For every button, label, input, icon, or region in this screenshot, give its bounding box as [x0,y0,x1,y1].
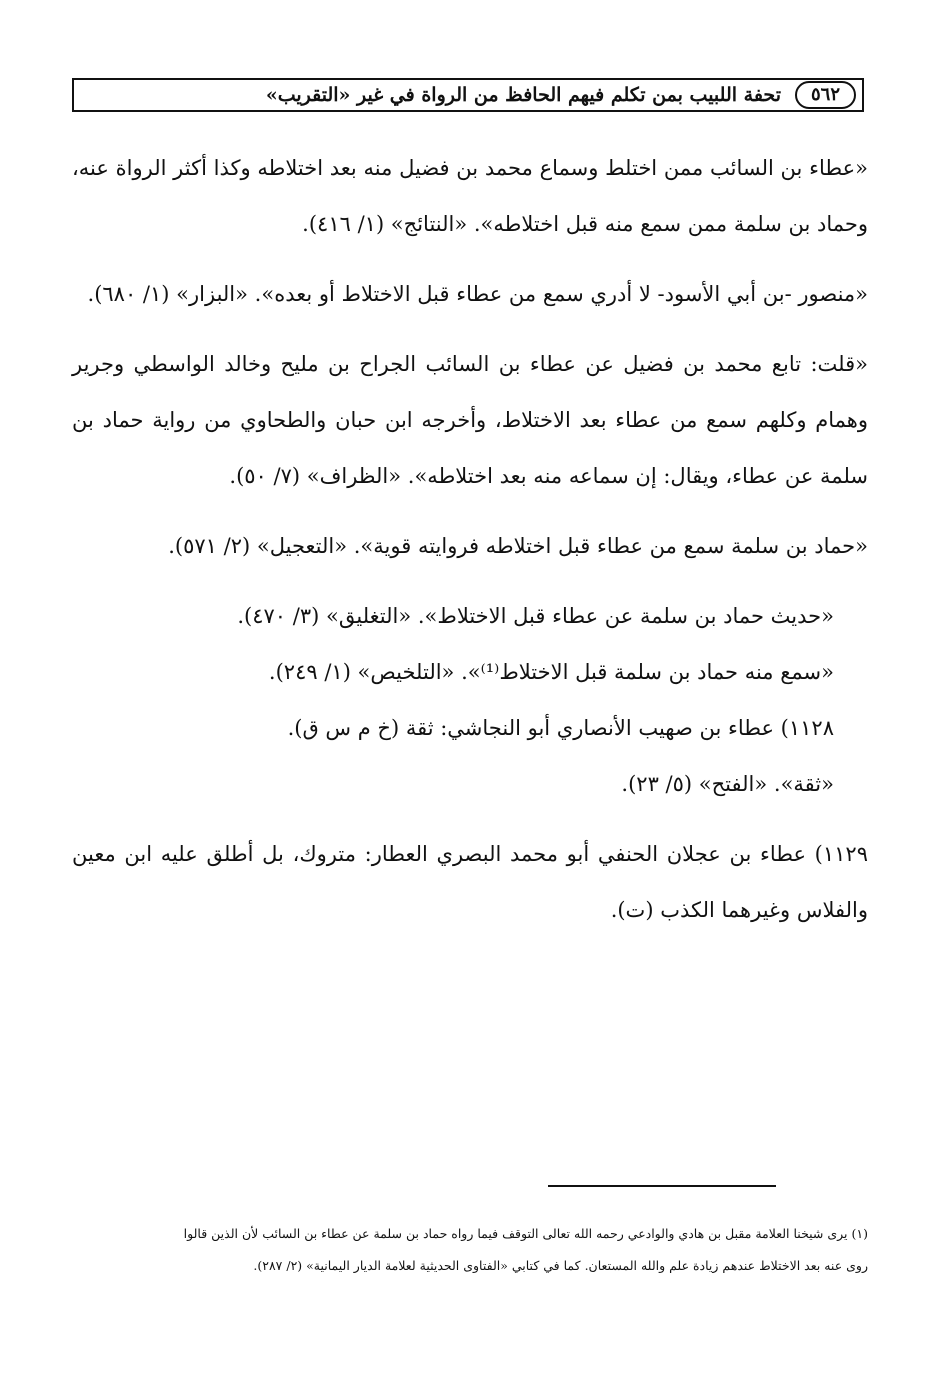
main-text [72,140,868,938]
footnote-line-1: (١) يرى شيخنا العلامة مقبل بن هادي والوادعي رحمه الله تعالى التوقف فيما رواه حماد بن سلمة عن عطاء بن السائب لأن الذين قالوا [183,1226,868,1241]
footnote [72,1218,868,1282]
footnote-divider [548,1185,776,1187]
book-title: تحفة اللبيب بمن تكلم فيهم الحافظ من الرواة في غير «التقريب» [265,84,781,106]
paragraph-fath: «ثقة». «الفتح» (٥/ ٢٣). [621,772,834,796]
paragraph-talkhis: «سمع منه حماد بن سلمة قبل الاختلاط⁽¹⁾». «التلخيص» (١/ ٢٤٩). [268,660,834,684]
paragraph-nataij: «عطاء بن السائب ممن اختلط وسماع محمد بن فضيل منه بعد اختلاطه وكذا أكثر الرواة عنه، وحماد بن سلمة ممن سمع منه قبل اختلاطه». «النتائج» (١/ ٤١٦). [72,156,868,236]
footnote-line-2: روى عنه بعد الاختلاط عندهم زيادة علم والله المستعان. كما في كتابي «الفتاوى الحديثية لعلامة الديار اليمانية» (٢/ ٢٨٧). [253,1258,868,1273]
entry-1129: ١١٢٩) عطاء بن عجلان الحنفي أبو محمد البصري العطار: متروك، بل أطلق عليه ابن معين والفلاس وغيرهما الكذب (ت). [72,842,868,922]
paragraph-bazzar: «منصور -بن أبي الأسود- لا أدري سمع من عطاء قبل الاختلاط أو بعده». «البزار» (١/ ٦٨٠). [87,282,868,306]
paragraph-tajil: «حماد بن سلمة سمع من عطاء قبل اختلاطه فروايته قوية». «التعجيل» (٢/ ٥٧١). [168,534,868,558]
page-number: ٥٦٢ [795,81,856,109]
running-header [72,78,864,112]
paragraph-zirraf: «قلت: تابع محمد بن فضيل عن عطاء بن السائب الجراح بن مليح وخالد الواسطي وجرير وهمام وكلهم سمع من عطاء بعد الاختلاط، وأخرجه ابن حبان والطحاوي من رواية حماد بن سلمة عن عطاء، ويقال: إن سماعه منه بعد اختلاطه». «الظراف» (٧/ ٥٠). [72,352,868,488]
paragraph-taghliq: «حديث حماد بن سلمة عن عطاء قبل الاختلاط». «التغليق» (٣/ ٤٧٠). [237,604,834,628]
entry-1128: ١١٢٨) عطاء بن صهيب الأنصاري أبو النجاشي: ثقة (خ م س ق). [287,716,834,740]
